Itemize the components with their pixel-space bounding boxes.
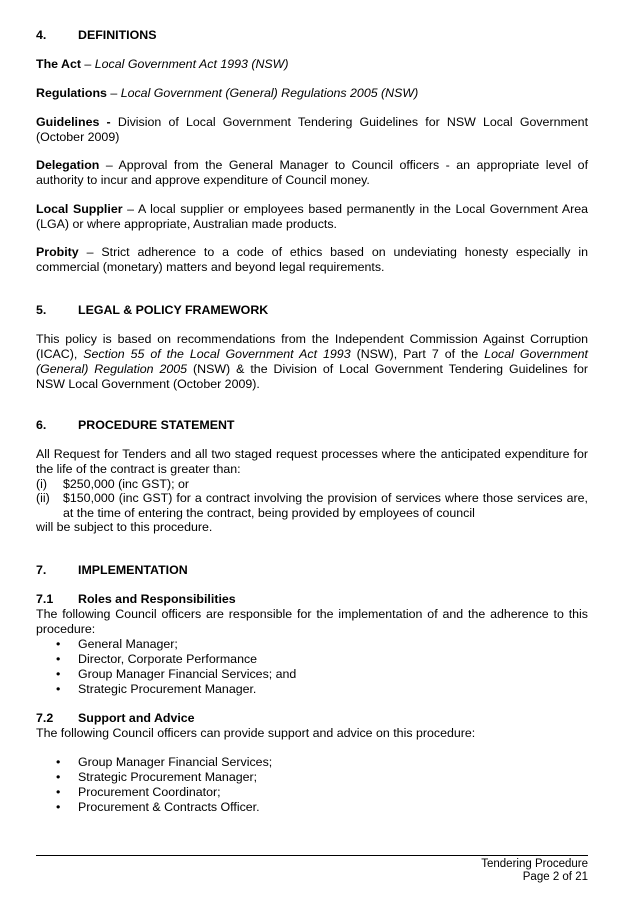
item-text: $150,000 (inc GST) for a contract involving the provision of services where those services are, at the time of entering the contract, being provided by employees of council — [63, 491, 588, 520]
definition-term: Probity — [36, 245, 79, 259]
section-number: 7. — [36, 563, 47, 577]
list-item-text: Procurement & Contracts Officer. — [78, 800, 260, 814]
bullet-icon: • — [56, 637, 61, 651]
subsection-number: 7.1 — [36, 592, 54, 606]
definition-separator — [111, 115, 118, 129]
item-text: $250,000 (inc GST); or — [63, 477, 190, 491]
subsection-7-2-heading — [36, 711, 195, 726]
section-number: 6. — [36, 418, 47, 432]
section-number: 5. — [36, 303, 47, 317]
definition-probity — [36, 245, 588, 275]
list-item-text: Strategic Procurement Manager; — [78, 770, 258, 784]
definition-text: A local supplier or employees based permanently in the Local Government Area (LGA) or where appropriate, Australian made products. — [36, 202, 588, 231]
support-intro: The following Council officers can provide support and advice on this procedure: — [36, 726, 476, 740]
list-item-text: Director, Corporate Performance — [78, 652, 258, 666]
bullet-icon: • — [56, 785, 61, 799]
definition-separator: – — [122, 202, 138, 216]
section-title: IMPLEMENTATION — [78, 563, 188, 577]
paragraph-text: This policy is based on recommendations from the Independent Commission Against Corruption (ICAC), — [36, 332, 588, 361]
list-item-text: Strategic Procurement Manager. — [78, 682, 257, 696]
definition-local-supplier — [36, 202, 588, 232]
section-title: LEGAL & POLICY FRAMEWORK — [78, 303, 269, 317]
section-title: DEFINITIONS — [78, 28, 157, 42]
bullet-icon: • — [56, 667, 61, 681]
list-item-text: General Manager; — [78, 637, 178, 651]
definition-text: Local Government (General) Regulations 2005 (NSW) — [120, 86, 419, 100]
item-marker: (ii) — [36, 491, 50, 505]
definition-separator: – — [99, 158, 119, 172]
definition-term: Regulations — [36, 86, 107, 100]
footer-doc-title: Tendering Procedure — [481, 858, 588, 870]
definition-guidelines — [36, 115, 588, 145]
paragraph-text: (NSW), Part 7 of the — [350, 347, 485, 361]
section-7-heading — [36, 563, 188, 578]
definition-separator: – — [80, 57, 95, 71]
paragraph-italic-text: Section 55 of the Local Government Act 1993 — [83, 347, 351, 361]
definition-term: The Act — [36, 57, 81, 71]
paragraph-italic-text: Local Government (General) Regulation 2005 — [36, 347, 588, 376]
procedure-intro: All Request for Tenders and all two staged request processes where the anticipated expenditure for the life of the contract is greater than: — [36, 447, 588, 476]
roles-intro: The following Council officers are responsible for the implementation of and the adherence to this procedure: — [36, 607, 588, 636]
bullet-icon: • — [56, 770, 61, 784]
list-item-text: Group Manager Financial Services; — [78, 755, 273, 769]
footer-divider — [36, 855, 588, 856]
bullet-icon: • — [56, 652, 61, 666]
section-title: PROCEDURE STATEMENT — [78, 418, 235, 432]
definition-separator: – — [106, 86, 121, 100]
list-item-text: Group Manager Financial Services; and — [78, 667, 297, 681]
definition-text: Local Government Act 1993 (NSW) — [94, 57, 289, 71]
definition-text: Approval from the General Manager to Council officers - an appropriate level of authority to incur and approve expenditure of Council money. — [36, 158, 589, 187]
definition-text: Division of Local Government Tendering Guidelines for NSW Local Government (October 2009) — [36, 115, 589, 144]
section-5-heading — [36, 303, 268, 318]
subsection-number: 7.2 — [36, 711, 54, 725]
bullet-icon: • — [56, 682, 61, 696]
subsection-title: Roles and Responsibilities — [78, 592, 236, 606]
bullet-icon: • — [56, 800, 61, 814]
legal-framework-paragraph — [36, 332, 588, 392]
procedure-outro: will be subject to this procedure. — [36, 520, 213, 534]
subsection-title: Support and Advice — [78, 711, 195, 725]
item-marker: (i) — [36, 477, 48, 491]
definition-term: Local Supplier — [36, 202, 123, 216]
definition-delegation — [36, 158, 588, 188]
definition-separator: – — [78, 245, 102, 259]
footer-page-number: Page 2 of 21 — [522, 871, 588, 883]
list-item-text: Procurement Coordinator; — [78, 785, 221, 799]
bullet-icon: • — [56, 755, 61, 769]
definition-term: Delegation — [36, 158, 100, 172]
definition-text: Strict adherence to a code of ethics based on undeviating honesty especially in commercial (monetary) matters and beyond legal requirements. — [36, 245, 588, 274]
definition-term: Guidelines - — [36, 115, 111, 129]
subsection-7-1-heading — [36, 592, 236, 607]
section-6-heading — [36, 418, 235, 433]
section-4-heading — [36, 28, 156, 43]
section-number: 4. — [36, 28, 47, 42]
definition-regulations — [36, 86, 588, 101]
definition-the-act — [36, 57, 588, 72]
paragraph-text: (NSW) & the Division of Local Government Tendering Guidelines for NSW Local Government (October 2009). — [36, 362, 588, 391]
